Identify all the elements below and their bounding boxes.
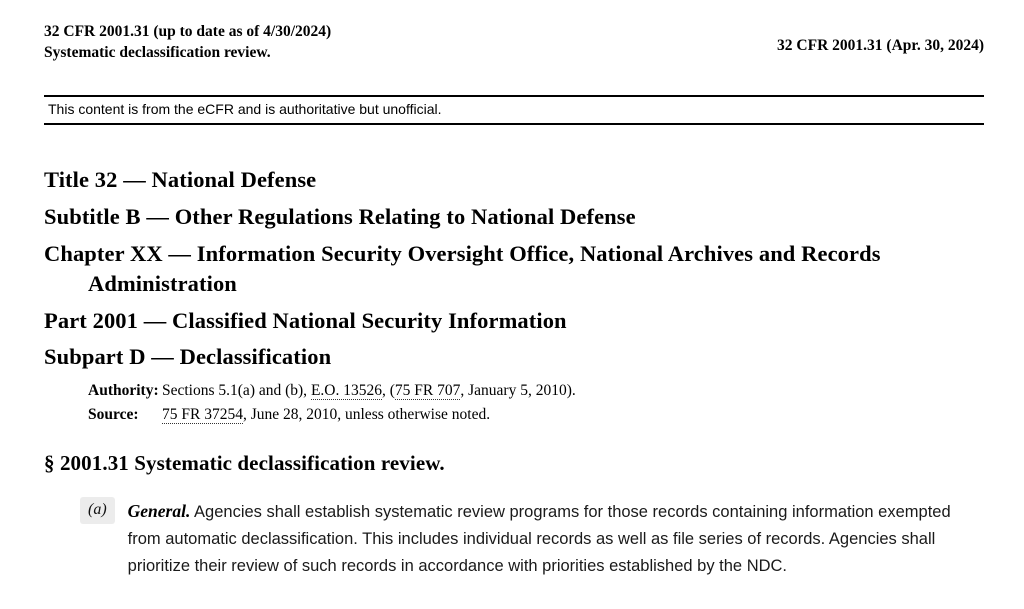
paragraph-a	[44, 497, 984, 579]
hierarchy-title: Title 32 — National Defense	[44, 166, 317, 192]
source-text-post: , June 28, 2010, unless otherwise noted.	[242, 405, 491, 423]
authority-text-post: , January 5, 2010).	[460, 382, 576, 400]
paragraph-lead-term: General.	[127, 501, 191, 522]
authority-citation-fr[interactable]: 75 FR 707	[394, 382, 461, 400]
paragraph-marker: (a)	[80, 497, 115, 523]
authority-text-mid: , (	[381, 382, 395, 400]
source-citation-fr[interactable]: 75 FR 37254	[162, 405, 243, 423]
section-heading: § 2001.31 Systematic declassification review.	[44, 451, 445, 476]
hierarchy-subtitle: Subtitle B — Other Regulations Relating to National Defense	[44, 203, 636, 229]
header-right-citation: 32 CFR 2001.31 (Apr. 30, 2024)	[777, 37, 984, 54]
cfr-hierarchy	[44, 165, 984, 373]
header-section-title: Systematic declassification review.	[44, 43, 271, 61]
ecfr-notice: This content is from the eCFR and is authoritative but unofficial.	[48, 100, 442, 117]
source-row	[88, 403, 984, 427]
authority-row	[88, 379, 984, 403]
header-divider-bottom	[44, 123, 984, 125]
hierarchy-chapter-text: Chapter XX — Information Security Oversight Office, National Archives and Records	[44, 240, 881, 266]
authority-label: Authority:	[88, 382, 159, 400]
paragraph-body	[128, 497, 983, 579]
hierarchy-chapter	[44, 239, 984, 299]
authority-source-block	[44, 379, 984, 426]
hierarchy-chapter-continuation: Administration	[88, 270, 237, 296]
authority-citation-eo[interactable]: E.O. 13526	[310, 382, 382, 400]
hierarchy-part: Part 2001 — Classified National Security Information	[44, 307, 567, 333]
header-left-block	[44, 22, 331, 64]
hierarchy-subpart: Subpart D — Declassification	[44, 344, 332, 370]
authority-text-pre: Sections 5.1(a) and (b),	[162, 382, 311, 400]
source-label: Source:	[88, 405, 139, 423]
paragraph-text: Agencies shall establish systematic review programs for those records containing information exempted from automatic declassification. This includes individual records as well as file series of records. Agencies shall prioritize their review of such records in accordance with priorities established by the NDC.	[127, 503, 951, 575]
header-citation-line: 32 CFR 2001.31 (up to date as of 4/30/2024)	[44, 23, 332, 40]
page-header	[44, 22, 984, 64]
